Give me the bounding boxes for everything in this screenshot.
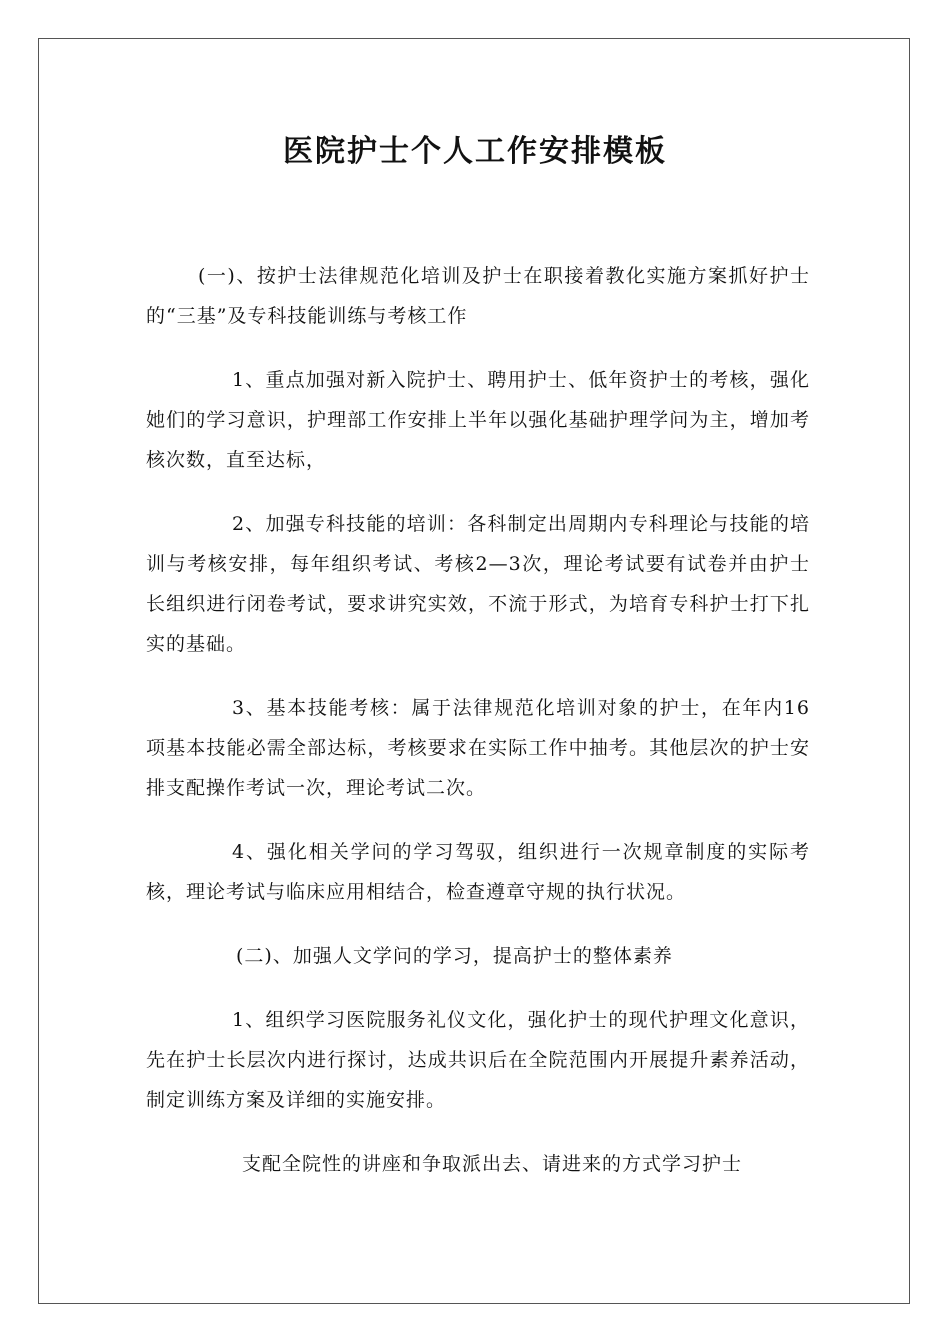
document-title: 医院护士个人工作安排模板 [283,134,667,169]
document-body [146,256,810,1184]
paragraph-continuation: 支配全院性的讲座和争取派出去、请进来的方式学习护士 [242,1153,743,1175]
section-heading-2: (二)、加强人文学问的学习，提高护士的整体素养 [236,945,673,967]
paragraph-item-5: 1、组织学习医院服务礼仪文化，强化护士的现代护理文化意识，先在护士长层次内进行探讨，达成共识后在全院范围内开展提升素养活动，制定训练方案及详细的实施安排。 [146,1009,810,1111]
section-heading-1: (一)、按护士法律规范化培训及护士在职接着教化实施方案抓好护士的“三基”及专科技能训练与考核工作 [146,265,810,327]
paragraph-item-4: 4、强化相关学问的学习驾驭，组织进行一次规章制度的实际考核，理论考试与临床应用相结合，检查遵章守规的执行状况。 [146,841,810,903]
paragraph-item-3: 3、基本技能考核：属于法律规范化培训对象的护士，在年内16项基本技能必需全部达标，考核要求在实际工作中抽考。其他层次的护士安排支配操作考试一次，理论考试二次。 [146,697,810,799]
paragraph-item-2: 2、加强专科技能的培训：各科制定出周期内专科理论与技能的培训与考核安排，每年组织考试、考核2—3次，理论考试要有试卷并由护士长组织进行闭卷考试，要求讲究实效，不流于形式，为培育专科护士打下扎实的基础。 [146,513,810,655]
paragraph-item-1: 1、重点加强对新入院护士、聘用护士、低年资护士的考核，强化她们的学习意识，护理部工作安排上半年以强化基础护理学问为主，增加考核次数，直至达标， [146,369,810,471]
